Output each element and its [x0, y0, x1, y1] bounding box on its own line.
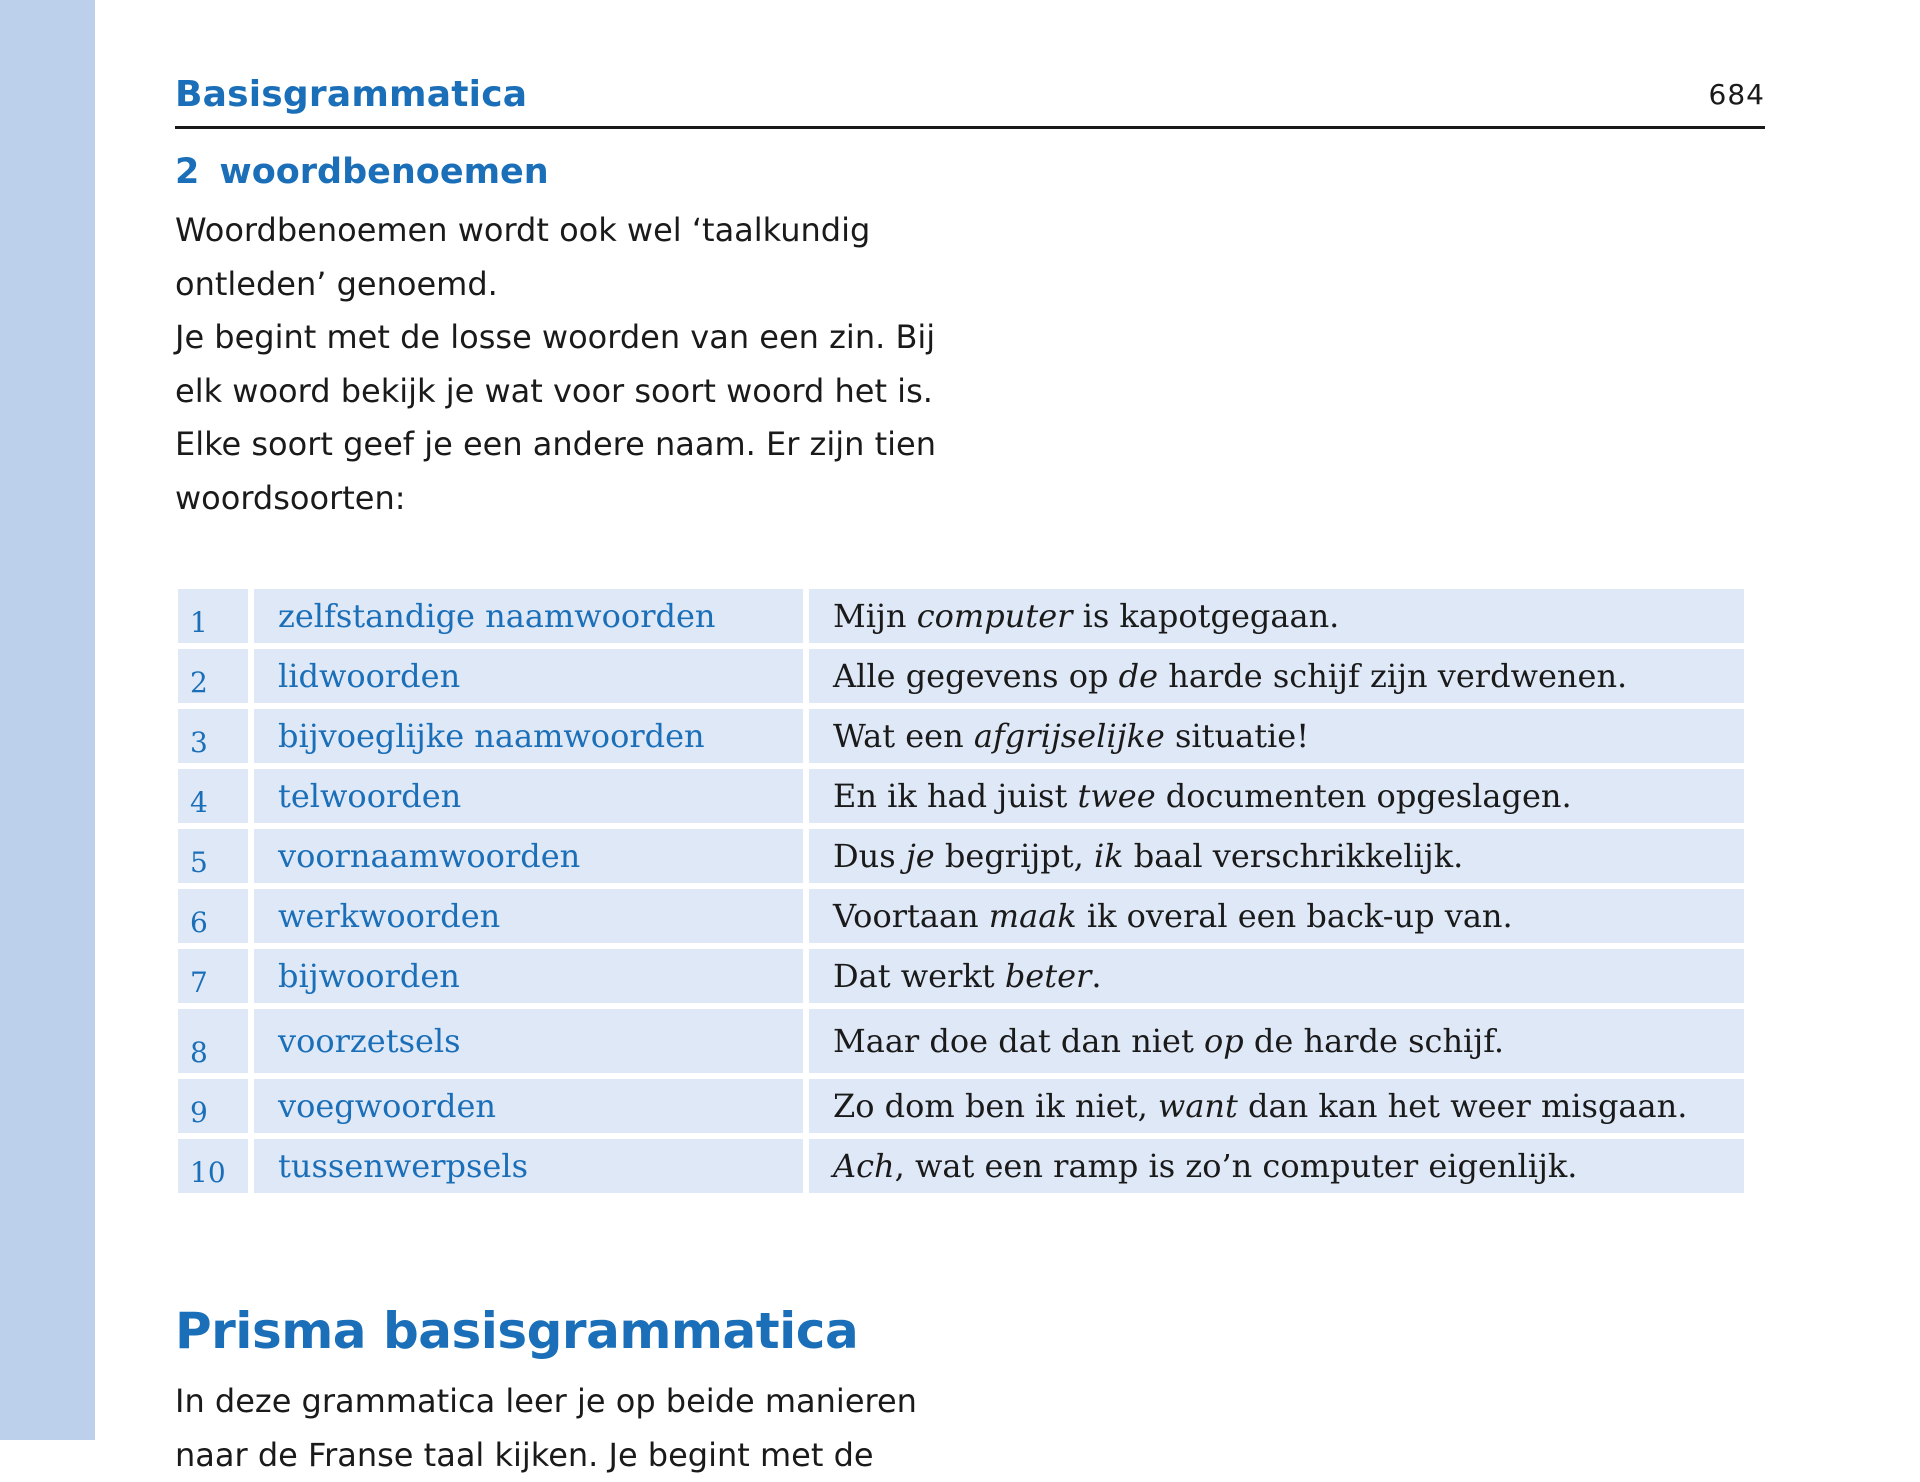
prisma-paragraph: [175, 1375, 975, 1482]
intro-line: Je begint met de losse woorden van een zin. Bij: [175, 311, 975, 365]
table-row: [178, 1009, 1744, 1073]
highlighted-word: de: [1119, 657, 1158, 695]
section-number: 2: [175, 152, 199, 192]
example-sentence: Mijn computer is kapotgegaan.: [809, 589, 1744, 643]
row-number: 4: [178, 769, 248, 823]
word-type: tussenwerpsels: [254, 1139, 803, 1193]
highlighted-word: afgrijselijke: [974, 717, 1165, 755]
word-type: telwoorden: [254, 769, 803, 823]
row-number: 8: [178, 1009, 248, 1073]
word-types-table: [172, 583, 1750, 1199]
row-number: 9: [178, 1079, 248, 1133]
intro-line: elk woord bekijk je wat voor soort woord het is.: [175, 365, 975, 419]
table-row: [178, 829, 1744, 883]
highlighted-word: maak: [989, 897, 1077, 935]
highlighted-word: want: [1158, 1087, 1238, 1125]
row-number: 7: [178, 949, 248, 1003]
highlighted-word: op: [1204, 1022, 1244, 1060]
word-type: werkwoorden: [254, 889, 803, 943]
table-row: [178, 709, 1744, 763]
word-type: voornaamwoorden: [254, 829, 803, 883]
word-type: bijvoeglijke naamwoorden: [254, 709, 803, 763]
word-type: lidwoorden: [254, 649, 803, 703]
row-number: 5: [178, 829, 248, 883]
highlighted-word: Ach: [833, 1147, 895, 1185]
row-number: 10: [178, 1139, 248, 1193]
example-sentence: Dat werkt beter.: [809, 949, 1744, 1003]
page-header: [175, 70, 1765, 129]
intro-paragraph: [175, 204, 975, 525]
word-type: voegwoorden: [254, 1079, 803, 1133]
highlighted-word: twee: [1078, 777, 1156, 815]
table-row: [178, 769, 1744, 823]
prisma-line: In deze grammatica leer je op beide manieren: [175, 1375, 975, 1429]
highlighted-word: computer: [917, 597, 1073, 635]
highlighted-word: ik: [1094, 837, 1124, 875]
row-number: 3: [178, 709, 248, 763]
row-number: 1: [178, 589, 248, 643]
word-type: zelfstandige naamwoorden: [254, 589, 803, 643]
intro-line: Woordbenoemen wordt ook wel ‘taalkundig: [175, 204, 975, 258]
highlighted-word: je: [906, 837, 935, 875]
example-sentence: Ach, wat een ramp is zo’n computer eigenlijk.: [809, 1139, 1744, 1193]
table-row: [178, 1139, 1744, 1193]
intro-line: ontleden’ genoemd.: [175, 258, 975, 312]
intro-line: Elke soort geef je een andere naam. Er zijn tien: [175, 418, 975, 472]
table-row: [178, 1079, 1744, 1133]
section-heading: [175, 152, 549, 192]
table-row: [178, 949, 1744, 1003]
intro-line: woordsoorten:: [175, 472, 975, 526]
example-sentence: En ik had juist twee documenten opgeslagen.: [809, 769, 1744, 823]
row-number: 2: [178, 649, 248, 703]
table-row: [178, 589, 1744, 643]
example-sentence: Voortaan maak ik overal een back-up van.: [809, 889, 1744, 943]
side-color-band: [0, 0, 95, 1440]
table-row: [178, 649, 1744, 703]
example-sentence: Alle gegevens op de harde schijf zijn verdwenen.: [809, 649, 1744, 703]
prisma-heading: Prisma basisgrammatica: [175, 1302, 858, 1360]
word-type: bijwoorden: [254, 949, 803, 1003]
highlighted-word: beter: [1005, 957, 1092, 995]
word-type: voorzetsels: [254, 1009, 803, 1073]
row-number: 6: [178, 889, 248, 943]
example-sentence: Zo dom ben ik niet, want dan kan het weer misgaan.: [809, 1079, 1744, 1133]
table-row: [178, 889, 1744, 943]
page-number: 684: [1709, 78, 1765, 111]
header-title: Basisgrammatica: [175, 74, 527, 115]
example-sentence: Maar doe dat dan niet op de harde schijf.: [809, 1009, 1744, 1073]
example-sentence: Wat een afgrijselijke situatie!: [809, 709, 1744, 763]
example-sentence: Dus je begrijpt, ik baal verschrikkelijk.: [809, 829, 1744, 883]
section-title: woordbenoemen: [219, 152, 548, 192]
prisma-line: naar de Franse taal kijken. Je begint met de: [175, 1429, 975, 1482]
